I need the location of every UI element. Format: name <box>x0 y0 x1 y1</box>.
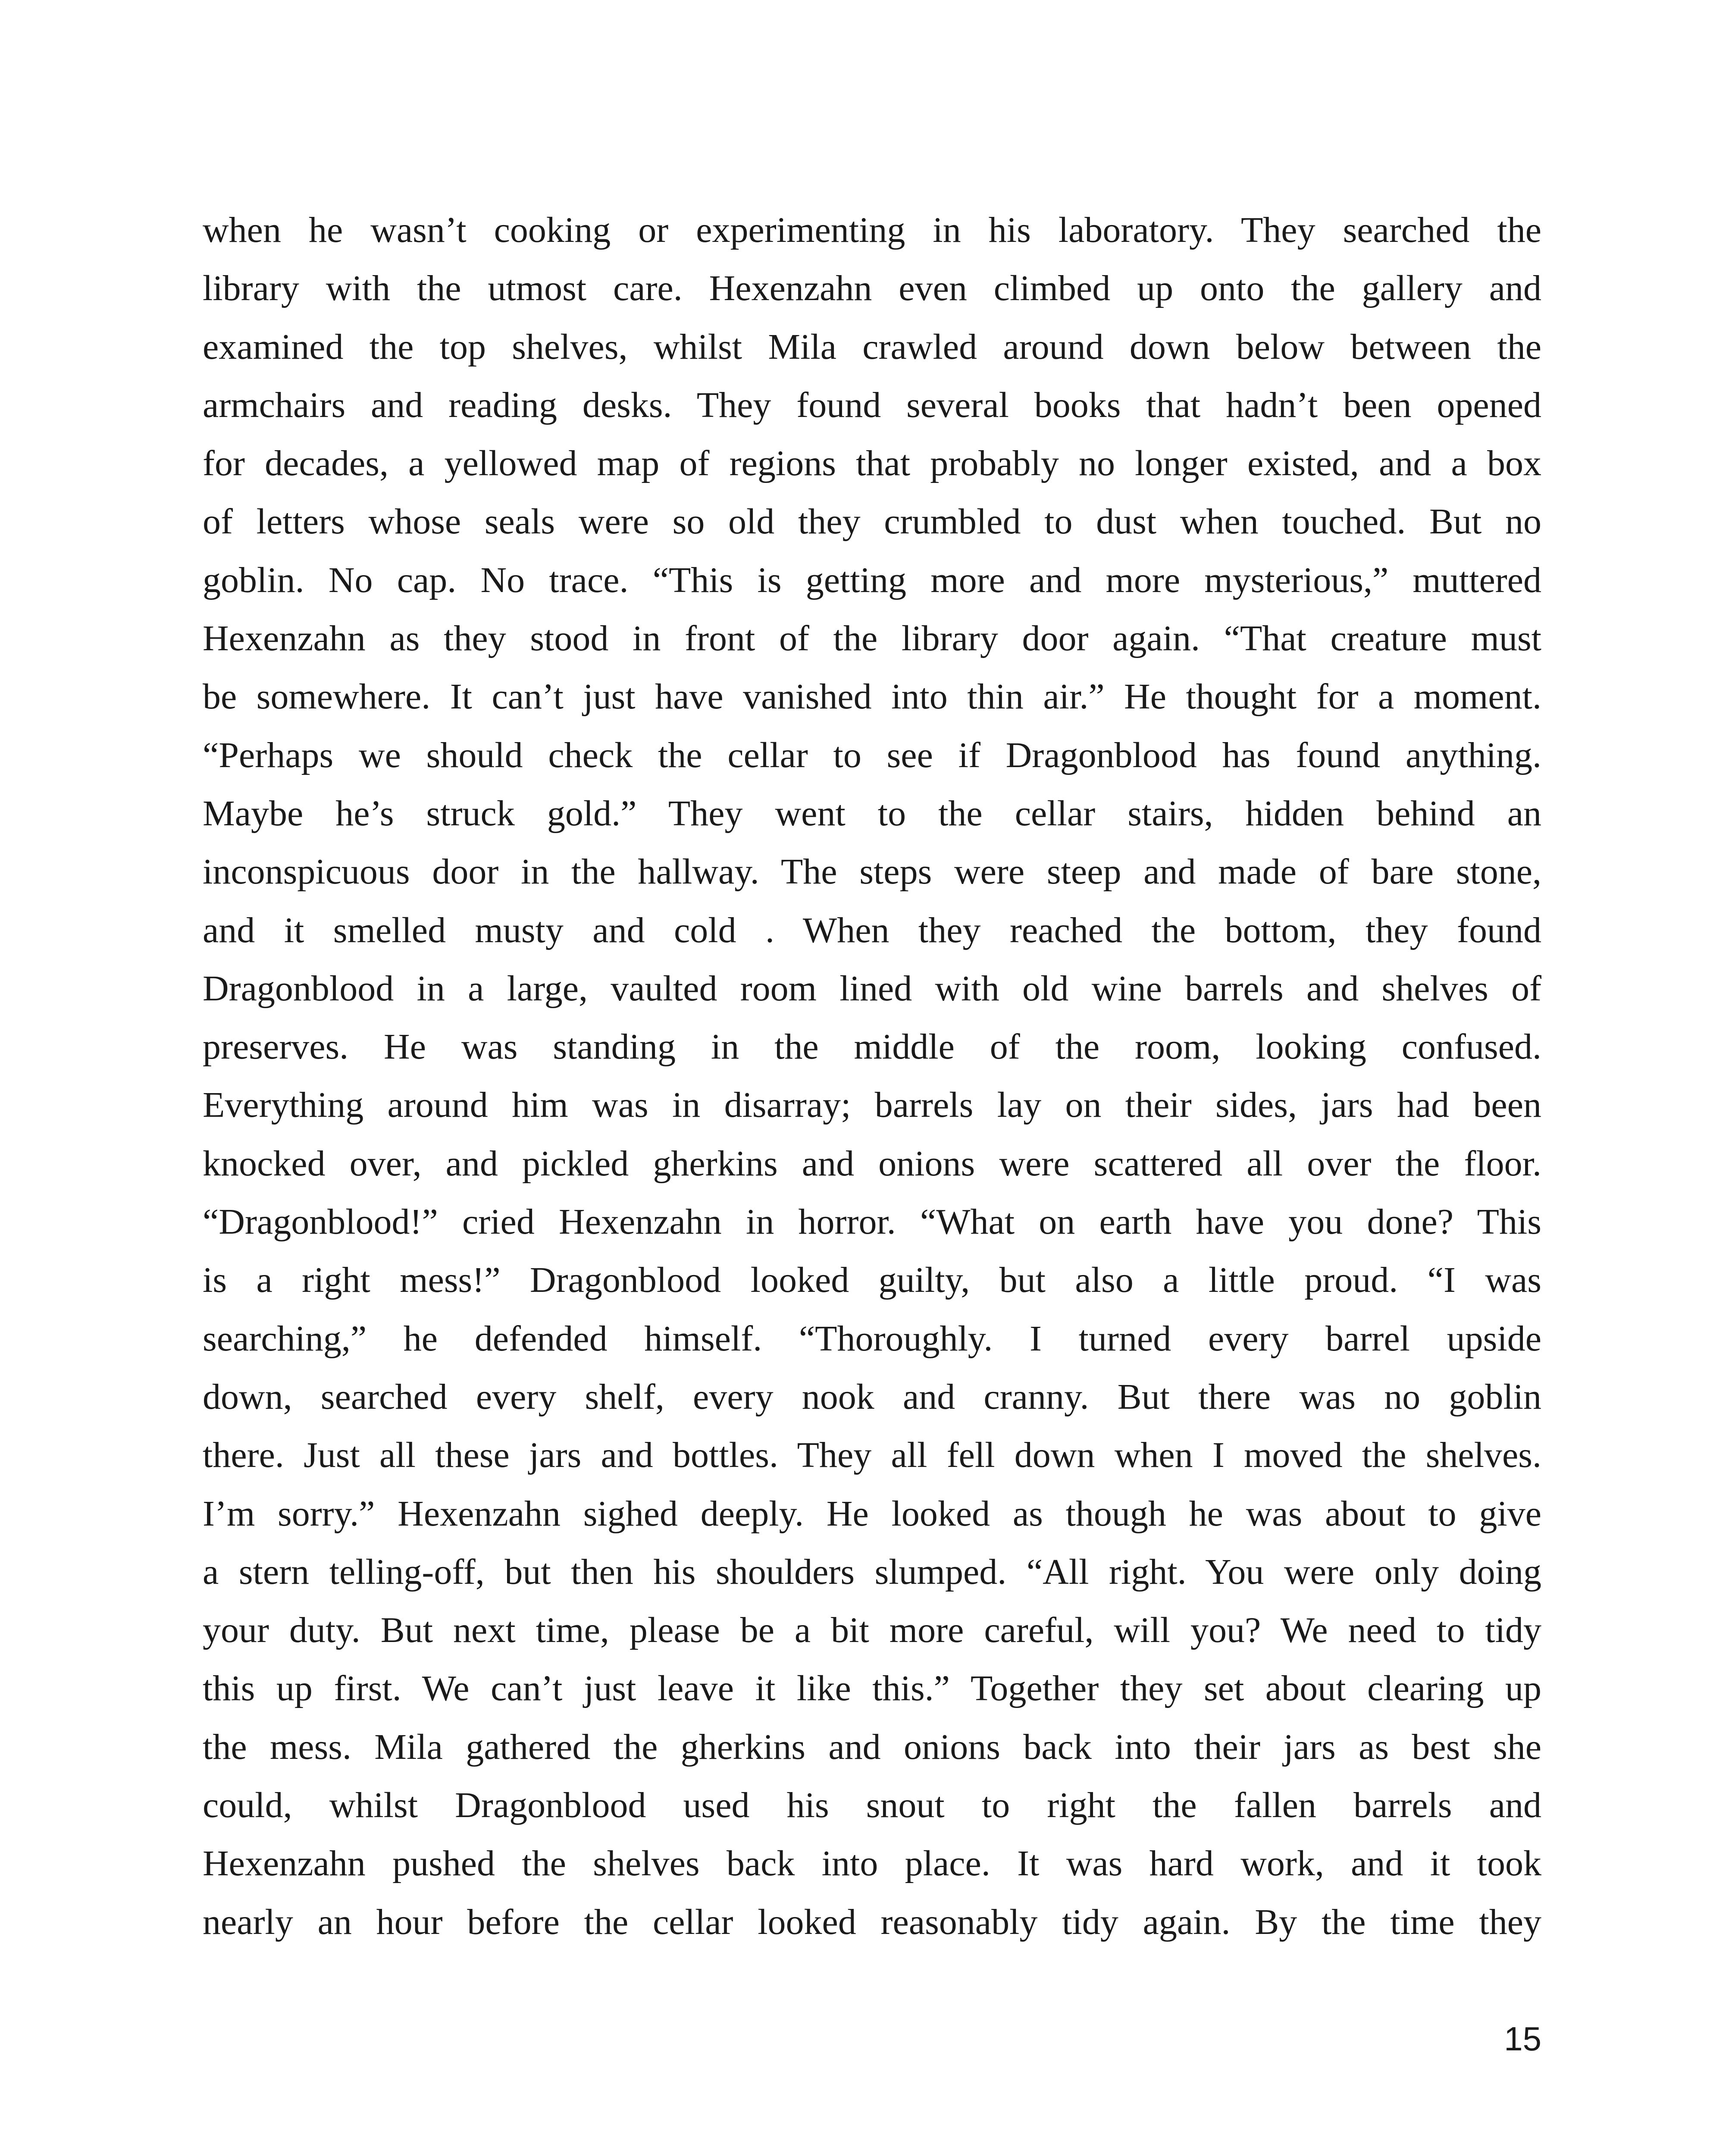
text-line: preserves. He was standing in the middle of the room, looking confused. <box>203 1027 1541 1067</box>
text-line: for decades, a yellowed map of regions that probably no longer existed, and a box <box>203 443 1541 484</box>
text-line: armchairs and reading desks. They found several books that hadn’t been opened <box>203 385 1541 425</box>
text-line: a stern telling-off, but then his shoulders slumped. “All right. You were only doing <box>203 1551 1541 1592</box>
text-line: nearly an hour before the cellar looked reasonably tidy again. By the time they <box>203 1902 1541 1942</box>
text-line: inconspicuous door in the hallway. The steps were steep and made of bare stone, <box>203 852 1541 892</box>
text-line: the mess. Mila gathered the gherkins and onions back into their jars as best she <box>203 1727 1541 1767</box>
text-line: Hexenzahn pushed the shelves back into place. It was hard work, and it took <box>203 1843 1541 1884</box>
text-line: Hexenzahn as they stood in front of the library door again. “That creature must <box>203 618 1541 659</box>
text-line: could, whilst Dragonblood used his snout to right the fallen barrels and <box>203 1785 1541 1826</box>
text-line: and it smelled musty and cold . When they reached the bottom, they found <box>203 910 1541 950</box>
page-number: 15 <box>1504 2020 1541 2058</box>
text-line: goblin. No cap. No trace. “This is getting more and more mysterious,” muttered <box>203 560 1541 600</box>
text-line: I’m sorry.” Hexenzahn sighed deeply. He looked as though he was about to give <box>203 1493 1541 1534</box>
text-line: “Perhaps we should check the cellar to see if Dragonblood has found anything. <box>203 735 1541 775</box>
text-line: “Dragonblood!” cried Hexenzahn in horror. “What on earth have you done? This <box>203 1202 1541 1242</box>
text-line: of letters whose seals were so old they crumbled to dust when touched. But no <box>203 501 1541 542</box>
text-line: searching,” he defended himself. “Thoroughly. I turned every barrel upside <box>203 1318 1541 1359</box>
text-line: Everything around him was in disarray; barrels lay on their sides, jars had been <box>203 1085 1541 1125</box>
text-line: Dragonblood in a large, vaulted room lined with old wine barrels and shelves of <box>203 968 1541 1009</box>
text-line: Maybe he’s struck gold.” They went to the cellar stairs, hidden behind an <box>203 793 1541 834</box>
text-line: this up first. We can’t just leave it like this.” Together they set about clearing up <box>203 1668 1541 1709</box>
text-line: library with the utmost care. Hexenzahn even climbed up onto the gallery and <box>203 268 1541 309</box>
body-text <box>203 201 1541 1951</box>
text-line: be somewhere. It can’t just have vanished into thin air.” He thought for a moment. <box>203 677 1541 717</box>
text-line: there. Just all these jars and bottles. They all fell down when I moved the shelves. <box>203 1435 1541 1476</box>
text-line: down, searched every shelf, every nook and cranny. But there was no goblin <box>203 1376 1541 1417</box>
text-line: examined the top shelves, whilst Mila crawled around down below between the <box>203 326 1541 367</box>
text-line: is a right mess!” Dragonblood looked guilty, but also a little proud. “I was <box>203 1260 1541 1300</box>
text-line: your duty. But next time, please be a bit more careful, will you? We need to tidy <box>203 1610 1541 1651</box>
text-line: knocked over, and pickled gherkins and onions were scattered all over the floor. <box>203 1143 1541 1184</box>
text-line: when he wasn’t cooking or experimenting in his laboratory. They searched the <box>203 210 1541 250</box>
